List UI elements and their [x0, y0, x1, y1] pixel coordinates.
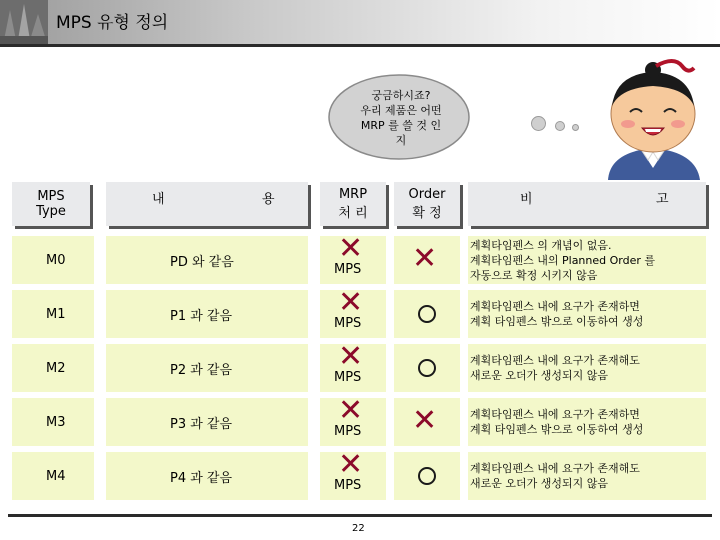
- cross-mark-icon: ✕: [338, 447, 364, 482]
- header-content: 내 용: [106, 182, 308, 226]
- row-type: M3: [12, 398, 94, 446]
- mrp-label: MPS: [334, 262, 362, 277]
- page-title: MPS 유형 정의: [56, 13, 169, 33]
- row-remark: 계획타임펜스 의 개념이 없음. 계획타임펜스 내의 Planned Order 를 자동으로 확정 시키지 않음: [468, 236, 706, 284]
- row-order-cell: [394, 452, 460, 500]
- row-type: M0: [12, 236, 94, 284]
- row-remark: 계획타임펜스 내에 요구가 존재해도 새로운 오더가 생성되지 않음: [468, 344, 706, 392]
- mrp-label: MPS: [334, 478, 362, 493]
- row-remark: 계획타임펜스 내에 요구가 존재하면 계획 타임펜스 밖으로 이동하여 생성: [468, 398, 706, 446]
- cross-mark-icon: ✕: [412, 241, 438, 276]
- row-mrp-cell: [320, 231, 386, 284]
- row-content: P1 과 같음: [106, 290, 308, 338]
- footer-rule: [8, 514, 712, 517]
- row-remark: 계획타임펜스 내에 요구가 존재해도 새로운 오더가 생성되지 않음: [468, 452, 706, 500]
- bubble-dot: [572, 124, 579, 131]
- row-type: M2: [12, 344, 94, 392]
- row-type: M1: [12, 290, 94, 338]
- cross-mark-icon: ✕: [338, 339, 364, 374]
- cross-mark-icon: ✕: [338, 285, 364, 320]
- title-underline: [0, 44, 720, 47]
- row-mrp-cell: [320, 285, 386, 338]
- header-mps-type: MPS Type: [12, 182, 90, 226]
- row-remark: 계획타임펜스 내에 요구가 존재하면 계획 타임펜스 밖으로 이동하여 생성: [468, 290, 706, 338]
- title-decoration-image: [0, 0, 48, 44]
- row-mrp-cell: [320, 447, 386, 500]
- row-content: P2 과 같음: [106, 344, 308, 392]
- header-order: Order 확 정: [394, 182, 460, 226]
- circle-mark-icon: [418, 359, 436, 377]
- header-remark: 비 고: [468, 182, 706, 226]
- cross-mark-icon: ✕: [338, 393, 364, 428]
- header-mrp: MRP 처 리: [320, 182, 386, 226]
- row-order-cell: [394, 344, 460, 392]
- row-order-cell: [394, 398, 460, 446]
- cross-mark-icon: ✕: [338, 231, 364, 266]
- row-content: P4 과 같음: [106, 452, 308, 500]
- row-order-cell: [394, 236, 460, 284]
- row-content: P3 과 같음: [106, 398, 308, 446]
- row-order-cell: [394, 290, 460, 338]
- row-content: PD 와 같음: [106, 236, 308, 284]
- row-mrp-cell: [320, 393, 386, 446]
- row-type: M4: [12, 452, 94, 500]
- bubble-dot: [531, 116, 546, 131]
- bubble-dot: [555, 121, 565, 131]
- row-mrp-cell: [320, 339, 386, 392]
- circle-mark-icon: [418, 467, 436, 485]
- mrp-label: MPS: [334, 370, 362, 385]
- page-number: 22: [352, 523, 365, 534]
- mrp-label: MPS: [334, 316, 362, 331]
- mrp-label: MPS: [334, 424, 362, 439]
- circle-mark-icon: [418, 305, 436, 323]
- speech-bubble-text: 궁금하시죠? 우리 제품은 어떤 MRP 를 쓸 것 인 지: [360, 89, 442, 147]
- cross-mark-icon: ✕: [412, 403, 438, 438]
- character-illustration: [590, 56, 716, 180]
